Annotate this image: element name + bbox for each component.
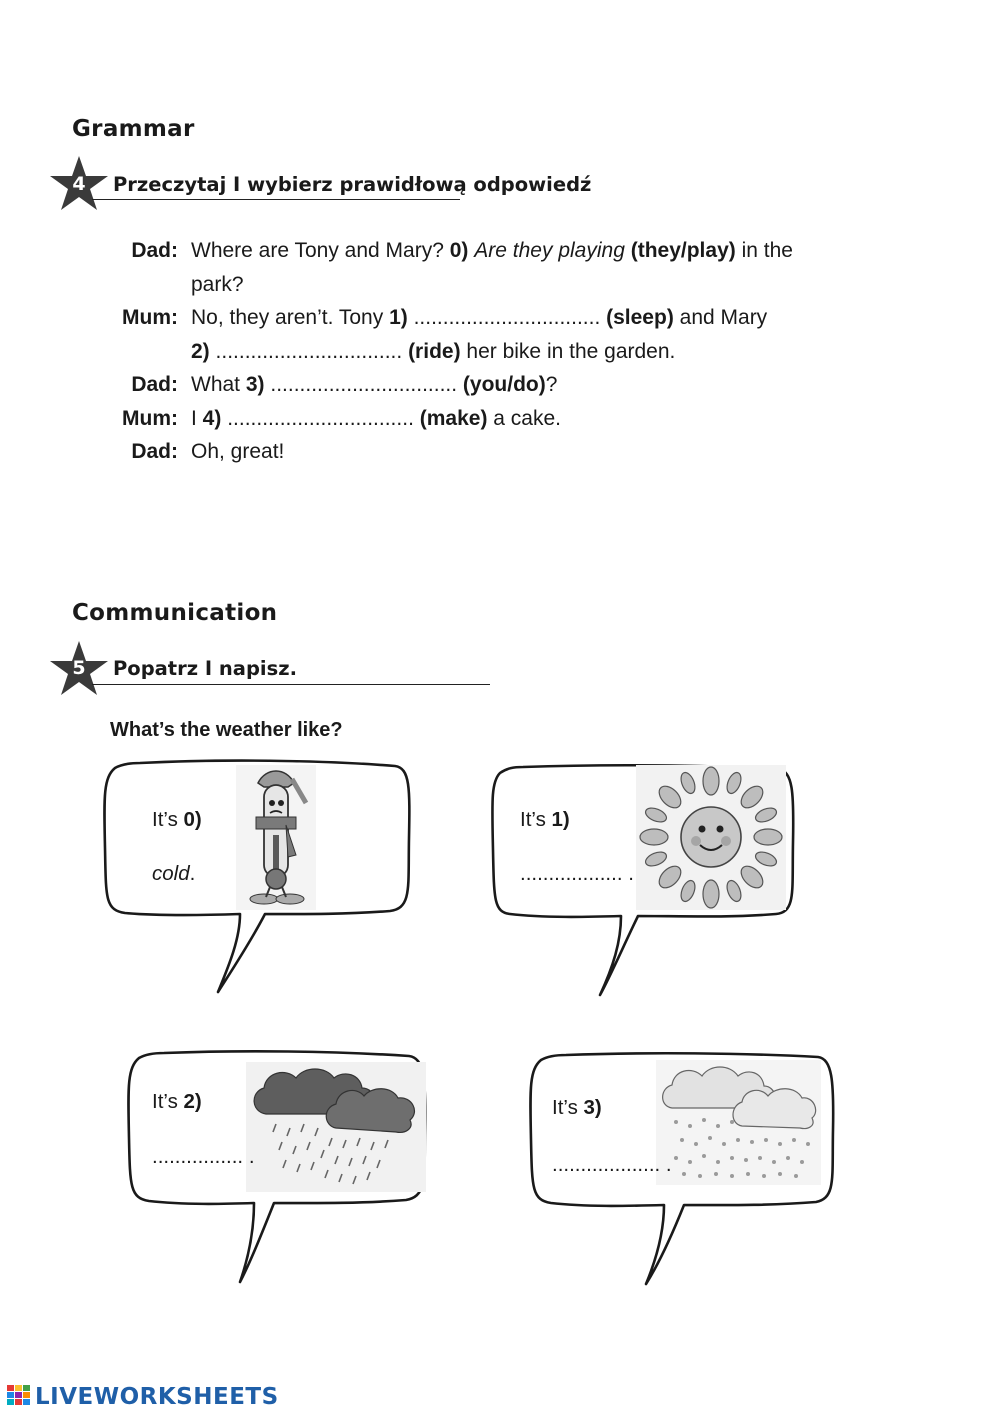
liveworksheets-logo[interactable]: [7, 1383, 279, 1411]
rain-cloud-icon: [246, 1062, 426, 1192]
bubble-prompt: It’s 1): [520, 808, 570, 831]
instruction-underline: [92, 199, 460, 200]
bold-text: 1): [389, 306, 408, 329]
dialogue-speaker: Mum:: [122, 306, 178, 329]
dialogue-line: [191, 239, 793, 263]
dialogue-line: [191, 373, 557, 397]
bold-text: (make): [419, 406, 488, 430]
thermometer-icon: [236, 765, 316, 910]
line-text: ................................: [221, 406, 420, 430]
bubble-prompt: It’s 3): [552, 1096, 602, 1119]
bold-text: (they/play): [630, 239, 736, 262]
dialogue-line: [191, 306, 767, 330]
dialogue-line: [191, 273, 244, 297]
line-text: ................................: [264, 373, 463, 396]
snow-cloud-icon: [656, 1060, 821, 1185]
line-text: a cake.: [487, 406, 561, 430]
weather-question: What’s the weather like?: [110, 719, 343, 741]
line-text: ?: [545, 373, 558, 396]
bubble-answer: .................. .: [520, 862, 634, 885]
bubble-answer: cold.: [152, 862, 196, 885]
exercise-number: 4: [72, 173, 86, 195]
bubble-answer: ................... .: [552, 1153, 672, 1176]
dialogue-speaker: Dad:: [131, 440, 178, 463]
line-text: ................................: [407, 306, 607, 329]
line-text: in the: [735, 239, 793, 262]
line-text: Oh, great!: [191, 440, 285, 463]
dialogue-line: [191, 340, 675, 364]
dialogue-speaker: Mum:: [122, 406, 178, 430]
bold-text: 3): [245, 373, 265, 396]
line-text: I: [191, 406, 203, 430]
logo-blocks-icon: [7, 1385, 33, 1409]
grammar-heading: Grammar: [72, 116, 195, 142]
line-text: Where are Tony and Mary?: [191, 239, 450, 262]
bold-text: 0): [449, 239, 469, 262]
line-text: park?: [191, 272, 244, 296]
bold-text: 4): [202, 406, 222, 430]
communication-heading: Communication: [72, 600, 278, 626]
dialogue-speaker: Dad:: [131, 239, 178, 262]
bold-text: 2): [191, 339, 210, 363]
bubble-answer: ................ .: [152, 1145, 255, 1168]
bold-text: (sleep): [606, 306, 674, 329]
exercise-instruction: Popatrz I napisz.: [113, 657, 297, 680]
dialogue-line: [191, 407, 561, 431]
italic-answer: Are they playing: [474, 239, 625, 262]
bold-text: (ride): [408, 339, 461, 363]
bubble-prompt: It’s 0): [152, 808, 202, 831]
sun-icon: [636, 765, 786, 910]
dialogue-line: [191, 440, 284, 464]
line-text: No, they aren’t. Tony: [191, 306, 390, 329]
exercise-instruction: Przeczytaj I wybierz prawidłową odpowiedź: [113, 173, 592, 196]
bold-text: (you/do): [462, 373, 546, 396]
line-text: ................................: [209, 339, 409, 363]
instruction-underline: [92, 684, 490, 685]
exercise-number: 5: [72, 657, 86, 679]
line-text: and Mary: [673, 306, 768, 329]
bubble-prompt: It’s 2): [152, 1090, 202, 1113]
dialogue-speaker: Dad:: [131, 373, 178, 396]
line-text: her bike in the garden.: [460, 339, 676, 363]
line-text: What: [191, 373, 246, 396]
logo-text: LIVEWORKSHEETS: [35, 1384, 279, 1410]
